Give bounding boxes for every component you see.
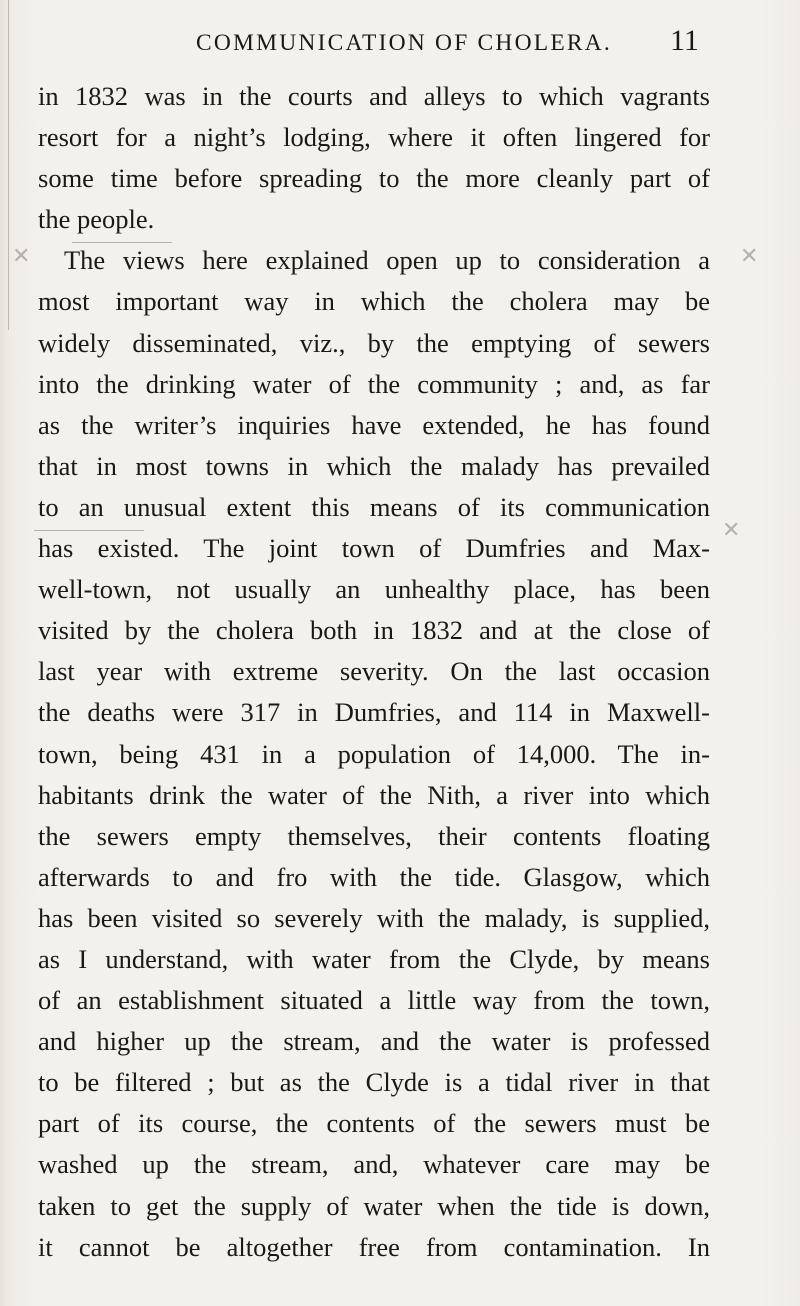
text-line: the deaths were 317 in Dumfries, and 114 in Maxwell- [38, 697, 710, 728]
text-line: in 1832 was in the courts and alleys to which vagrants [38, 81, 710, 111]
text-line: into the drinking water of the community ; and, as far [38, 368, 710, 399]
text-line: as the writer’s inquiries have extended, he has found [38, 409, 710, 440]
text-line: part of its course, the contents of the sewers must be [38, 1108, 710, 1139]
text-line: taken to get the supply of water when the tide is down, [38, 1190, 710, 1221]
text-line: it cannot be altogether free from contamination. In [38, 1231, 710, 1262]
text-line: most important way in which the cholera may be [38, 286, 710, 317]
text-line: as I understand, with water from the Clyde, by means [38, 943, 710, 974]
text-line: town, being 431 in a population of 14,000. The in- [38, 738, 710, 769]
text-line: the people. [38, 204, 155, 235]
page-header [0, 24, 800, 64]
text-line: well-town, not usually an unhealthy place, has been [38, 574, 710, 605]
text-line: resort for a night’s lodging, where it often lingered for [38, 122, 710, 153]
page-number: 11 [670, 24, 699, 57]
text-line: to an unusual extent this means of its communication [38, 491, 710, 522]
text-line: and higher up the stream, and the water is professed [38, 1026, 710, 1057]
text-line: The views here explained open up to consideration a [64, 245, 710, 276]
running-head: COMMUNICATION OF CHOLERA. [196, 30, 613, 56]
text-line: visited by the cholera both in 1832 and at the close of [38, 615, 710, 646]
text-line: last year with extreme severity. On the last occasion [38, 656, 710, 687]
pencil-mark-left: ✕ [12, 244, 31, 269]
text-line: afterwards to and fro with the tide. Glasgow, which [38, 861, 710, 892]
text-line: widely disseminated, viz., by the emptying of sewers [38, 327, 710, 358]
text-line: that in most towns in which the malady has prevailed [38, 450, 710, 481]
body-text [38, 76, 710, 1268]
text-line: to be filtered ; but as the Clyde is a tidal river in that [38, 1067, 710, 1098]
pencil-mark-right-lower: ✕ [722, 518, 741, 543]
pencil-mark-right-upper: ✕ [740, 244, 759, 269]
text-line: habitants drink the water of the Nith, a river into which [38, 779, 710, 810]
text-line: washed up the stream, and, whatever care may be [38, 1149, 710, 1180]
text-line: has existed. The joint town of Dumfries and Max- [38, 533, 710, 564]
text-line: the sewers empty themselves, their contents floating [38, 820, 710, 851]
text-line: some time before spreading to the more cleanly part of [38, 163, 710, 194]
text-line: has been visited so severely with the malady, is supplied, [38, 902, 710, 933]
text-line: of an establishment situated a little way from the town, [38, 985, 710, 1016]
